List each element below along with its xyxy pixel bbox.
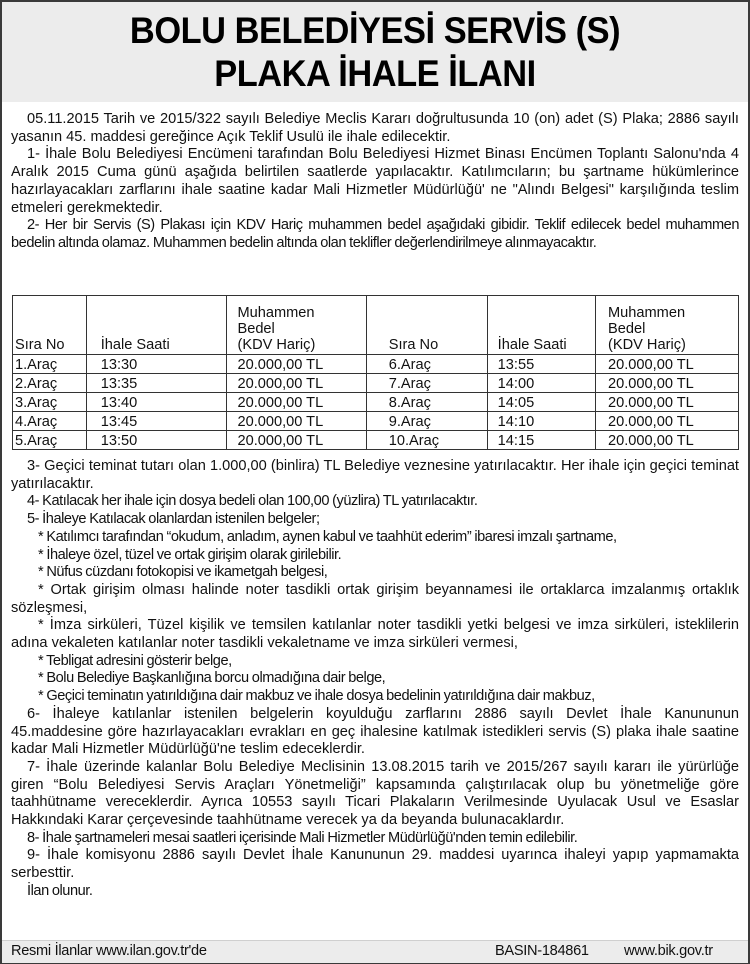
- cell-bedel: 20.000,00 TL: [596, 355, 739, 374]
- closing-statement: İlan olunur.: [27, 882, 93, 899]
- website-link[interactable]: www.bik.gov.tr: [624, 943, 713, 959]
- header-bedel-right: [596, 296, 739, 355]
- cell-saat: 13:45: [86, 412, 227, 431]
- header-bedel-line3: (KDV Hariç): [608, 337, 686, 353]
- title-line-2: PLAKA İHALE İLANI: [214, 53, 536, 94]
- document-item: * Tebligat adresini gösterir belge,: [38, 652, 232, 669]
- cell-sira: 8.Araç: [366, 393, 487, 412]
- header-bedel-line1: Muhammen: [237, 305, 315, 321]
- cell-bedel: 20.000,00 TL: [596, 412, 739, 431]
- header-ihale-saati-left: İhale Saati: [86, 296, 227, 355]
- clause-3: 3- Geçici teminat tutarı olan 1.000,00 (binlira) TL Belediye veznesine yatırılacaktır. Her ihale için geçici teminat yatırılacaktır.: [11, 458, 739, 492]
- header-sira-no-left: Sıra No: [13, 296, 87, 355]
- announcement-header: [2, 2, 748, 102]
- table-row: [13, 431, 739, 450]
- document-item: * Katılımcı tarafından “okudum, anladım, aynen kabul ve taahhüt ederim” ibaresi imzalı şartname,: [38, 528, 617, 545]
- intro-paragraph: 05.11.2015 Tarih ve 2015/322 sayılı Belediye Meclis Kararı doğrultusunda 10 (on) adet (S) Plaka; 2886 sayılı yasanın 45. maddesi gereğince Açık Teklif Usulü ile ihale edilecektir.: [11, 111, 739, 145]
- press-code: BASIN-184861: [495, 943, 589, 959]
- header-bedel-left: [227, 296, 366, 355]
- clause-9: 9- İhale komisyonu 2886 sayılı Devlet İhale Kanununun 29. maddesi uyarınca ihaleyi yapıp yapmamakta serbesttir.: [11, 847, 739, 882]
- cell-sira: 10.Araç: [366, 431, 487, 450]
- document-item: * İhaleye özel, tüzel ve ortak girişim olarak girilebilir.: [38, 546, 342, 563]
- cell-sira: 4.Araç: [13, 412, 87, 431]
- official-notices-text: Resmi İlanlar www.ilan.gov.tr'de: [11, 943, 207, 959]
- header-bedel-line2: Bedel: [237, 321, 275, 337]
- clause-6: 6- İhaleye katılanlar istenilen belgelerin koyulduğu zarflarını 2886 sayılı Devlet İhale Kanununun 45.maddesine göre hazırlayacakları evrakları en geç ihalesine katılmak istedikleri servis (S) plaka ihale saatine kadar Mali Hizmetler Müdürlüğü'ne teslim edeceklerdir.: [11, 705, 739, 758]
- cell-bedel: 20.000,00 TL: [227, 431, 366, 450]
- cell-sira: 1.Araç: [13, 355, 87, 374]
- clause-8: 8- İhale şartnameleri mesai saatleri içerisinde Mali Hizmetler Müdürlüğü'nden temin edilebilir.: [27, 829, 578, 846]
- cell-sira: 6.Araç: [366, 355, 487, 374]
- cell-saat: 14:05: [487, 393, 595, 412]
- cell-saat: 13:40: [86, 393, 227, 412]
- footer-bar: [2, 940, 748, 963]
- cell-bedel: 20.000,00 TL: [596, 393, 739, 412]
- table-row: [13, 355, 739, 374]
- cell-bedel: 20.000,00 TL: [596, 431, 739, 450]
- cell-saat: 13:55: [487, 355, 595, 374]
- document-item: * Ortak girişim olması halinde noter tasdikli ortak girişim beyannamesi ile ortaklarca imzalanmış ortaklık sözleşmesi,: [11, 581, 739, 616]
- cell-sira: 5.Araç: [13, 431, 87, 450]
- cell-sira: 3.Araç: [13, 393, 87, 412]
- cell-bedel: 20.000,00 TL: [227, 374, 366, 393]
- header-ihale-saati-right: İhale Saati: [487, 296, 595, 355]
- cell-saat: 13:50: [86, 431, 227, 450]
- clause-4: 4- Katılacak her ihale için dosya bedeli olan 100,00 (yüzlira) TL yatırılacaktır.: [27, 493, 478, 510]
- cell-bedel: 20.000,00 TL: [227, 355, 366, 374]
- cell-saat: 13:35: [86, 374, 227, 393]
- cell-saat: 14:15: [487, 431, 595, 450]
- table-row: [13, 393, 739, 412]
- header-sira-no-right: Sıra No: [366, 296, 487, 355]
- table-row: [13, 374, 739, 393]
- title-line-1: BOLU BELEDİYESİ SERVİS (S): [129, 10, 621, 51]
- document-item: * Nüfus cüzdanı fotokopisi ve ikametgah belgesi,: [38, 564, 328, 581]
- cell-saat: 14:00: [487, 374, 595, 393]
- header-bedel-line1: Muhammen: [608, 305, 686, 321]
- cell-saat: 13:30: [86, 355, 227, 374]
- document-item: * Bolu Belediye Başkanlığına borcu olmadığına dair belge,: [38, 670, 386, 687]
- clause-7: 7- İhale üzerinde kalanlar Bolu Belediye Meclisinin 13.08.2015 tarih ve 2015/267 sayılı kararı ile yürürlüğe giren “Bolu Belediyesi Servis Araçları Yönetmeliği” kapsamında çalıştırılacak olup bu yönetmeliğe göre taahhütname vereceklerdir. Ayrıca 10553 sayılı Ticari Plakaların Verilmesinde Uyulacak Usul ve Esaslar Hakkındaki Karar çerçevesinde taahhütname verecek ya da beyanda bulunacaklardır.: [11, 758, 739, 829]
- header-bedel-line2: Bedel: [608, 321, 646, 337]
- cell-sira: 7.Araç: [366, 374, 487, 393]
- clause-2: 2- Her bir Servis (S) Plakası için KDV Hariç muhammen bedel aşağıdaki gibidir. Teklif edilecek bedel muhammen bedelin altında olamaz. Muhammen bedelin altında olan teklifler değerlendirilmeye alınmayacaktır.: [11, 217, 739, 251]
- terms-section: [11, 458, 739, 901]
- cell-sira: 2.Araç: [13, 374, 87, 393]
- table-row: [13, 412, 739, 431]
- clause-5: 5- İhaleye Katılacak olanlardan istenilen belgeler;: [27, 511, 320, 528]
- clause-1: 1- İhale Bolu Belediyesi Encümeni tarafından Bolu Belediyesi Hizmet Binası Encümen Toplantı Salonu'nda 4 Aralık 2015 Cuma günü aşağıda belirtilen saatlerde yapılacaktır. Katılımcıların; bu şartname hükümlerince hazırlayacakları zarflarını ihale saatine kadar Mali Hizmetler Müdürlüğü' ne "Alındı Belgesi" karşılığında teslim etmeleri gerekmektedir.: [11, 146, 739, 216]
- table-header-row: [13, 296, 739, 355]
- cell-bedel: 20.000,00 TL: [227, 393, 366, 412]
- header-bedel-line3: (KDV Hariç): [237, 337, 316, 353]
- document-item: * Geçici teminatın yatırıldığına dair makbuz ve ihale dosya bedelinin yatırıldığına dair makbuz,: [38, 688, 595, 705]
- cell-bedel: 20.000,00 TL: [596, 374, 739, 393]
- cell-bedel: 20.000,00 TL: [227, 412, 366, 431]
- cell-saat: 14:10: [487, 412, 595, 431]
- estimated-price-table: [12, 295, 739, 450]
- document-item: * İmza sirküleri, Tüzel kişilik ve temsilen katılanlar noter tasdikli yetki belgesi ve imza sirküleri, isteklilerin adına vekaleten katılanlar noter tasdikli vekaletname ve imza sirküleri vermesi,: [11, 617, 739, 652]
- cell-sira: 9.Araç: [366, 412, 487, 431]
- intro-section: [11, 111, 739, 253]
